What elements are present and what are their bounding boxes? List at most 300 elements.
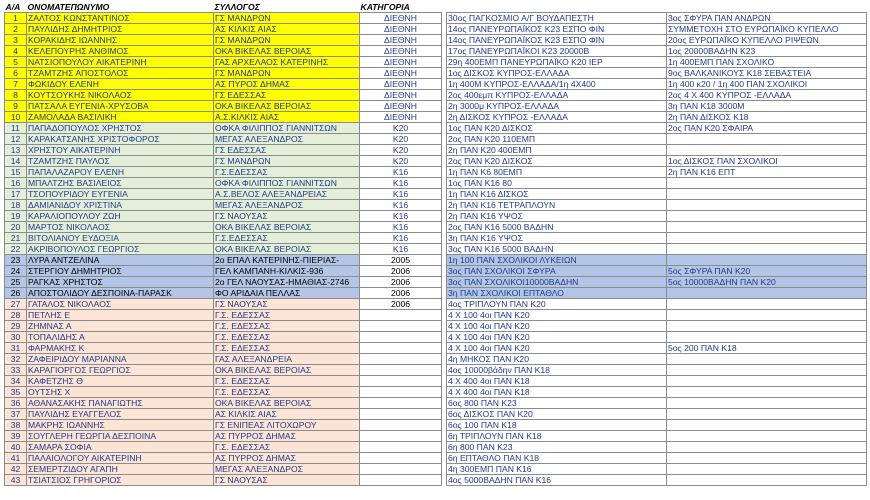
- table-row: [5, 233, 442, 244]
- club-name: Γ.Σ. ΕΔΕΣΣΑΣ: [214, 376, 360, 387]
- category-cell: [360, 398, 442, 409]
- result-2: ΣΥΜΜΕΤΟΧΗ ΣΤΟ ΕΥΡΩΠΑΪΚΟ ΚΥΠΕΛΛΟ: [667, 24, 867, 35]
- row-num: 37: [5, 409, 27, 420]
- club-name: ΓΣ ΜΑΝΔΡΩΝ: [214, 68, 360, 79]
- table-row: [5, 431, 442, 442]
- result-2: [667, 332, 867, 343]
- result-2: 1η 400ΕΜΠ ΠΑΝ ΣΧΟΛΙΚΟ: [667, 57, 867, 68]
- athlete-name: ΚΑΦΕΤΖΗΣ Θ: [27, 376, 214, 387]
- category-cell: Κ16: [360, 233, 442, 244]
- row-num: 10: [5, 112, 27, 123]
- result-row: [447, 244, 867, 255]
- category-cell: ΔΙΕΘΝΗ: [360, 79, 442, 90]
- category-cell: Κ16: [360, 222, 442, 233]
- result-row: [447, 90, 867, 101]
- result-row: [447, 178, 867, 189]
- result-2: 5ος 200 ΠΑΝ Κ18: [667, 343, 867, 354]
- row-num: 38: [5, 420, 27, 431]
- club-name: ΑΣ ΚΙΛΚΙΣ ΑΙΑΣ: [214, 409, 360, 420]
- row-num: 7: [5, 79, 27, 90]
- result-row: [447, 354, 867, 365]
- result-1: 17ος ΠΑΝΕΥΡΩΠΑΪΚΟΙ Κ23 20000Β: [447, 46, 667, 57]
- row-num: 29: [5, 321, 27, 332]
- category-cell: Κ20: [360, 145, 442, 156]
- result-row: [447, 343, 867, 354]
- table-row: [5, 453, 442, 464]
- result-1: 2η ΠΑΝ Κ20 400ΕΜΠ: [447, 145, 667, 156]
- row-num: 35: [5, 387, 27, 398]
- result-1: 1η 100 ΠΑΝ ΣΧΟΛΙΚΟΙ ΛΥΚΕΙΩΝ: [447, 255, 667, 266]
- club-name: ΜΕΓΑΣ ΑΛΕΞΑΝΔΡΟΣ: [214, 464, 360, 475]
- category-cell: [360, 453, 442, 464]
- club-name: ΓΕΛ ΚΑΜΠΑΝΗ-ΚΙΛΚΙΣ-936: [214, 266, 360, 277]
- athlete-name: ΧΡΗΣΤΟΥ ΑΙΚΑΤΕΡΙΝΗ: [27, 145, 214, 156]
- result-1: 6η ΤΡΙΠΛΟΥΝ ΠΑΝ Κ18: [447, 431, 667, 442]
- club-name: 2ο ΓΕΛ ΝΑΟΥΣΑΣ-ΗΜΑΘΙΑΣ-2746: [214, 277, 360, 288]
- result-2: 2ος 4 Χ 400 ΚΥΠΡΟΣ -ΕΛΛΑΔΑ: [667, 90, 867, 101]
- result-row: [447, 145, 867, 156]
- athlete-name: ΛΥΡΑ ΑΝΤΖΕΛΙΝΑ: [27, 255, 214, 266]
- athlete-name: ΒΙΤΟΛΙΑΝΟΥ ΕΥΔΟΞΙΑ: [27, 233, 214, 244]
- result-row: [447, 222, 867, 233]
- row-num: 17: [5, 189, 27, 200]
- result-row: [447, 277, 867, 288]
- athlete-name: ΚΟΡΑΚΙΔΗΣ ΙΩΑΝΝΗΣ: [27, 35, 214, 46]
- result-row: [447, 365, 867, 376]
- table-row: [5, 365, 442, 376]
- athlete-name: ΠΕΤΛΗΣ Ε: [27, 310, 214, 321]
- row-num: 21: [5, 233, 27, 244]
- result-1: 6ος 100 ΠΑΝ Κ18: [447, 420, 667, 431]
- result-2: [667, 475, 867, 486]
- result-1: 3ος ΠΑΝ ΣΧΟΛΙΚΟΙ ΣΦΥΡΑ: [447, 266, 667, 277]
- result-1: 1ος ΔΙΣΚΟΣ ΚΥΠΡΟΣ-ΕΛΛΑΔΑ: [447, 68, 667, 79]
- result-1: 30ος ΠΑΓΚΟΣΜΙΟ Α/Γ ΒΟΥΔΑΠΕΣΤΗ: [447, 13, 667, 24]
- table-row: [5, 222, 442, 233]
- row-num: 6: [5, 68, 27, 79]
- category-cell: [360, 354, 442, 365]
- club-name: ΟΚΑ ΒΙΚΕΛΑΣ ΒΕΡΟΙΑΣ: [214, 46, 360, 57]
- header-category: ΚΑΤΗΓΟΡΙΑ: [360, 2, 410, 13]
- result-2: [667, 376, 867, 387]
- table-row: [5, 420, 442, 431]
- result-2: [667, 299, 867, 310]
- table-row: [5, 244, 442, 255]
- table-row: [5, 57, 442, 68]
- result-row: [447, 101, 867, 112]
- athlete-name: ΠΑΤΣΑΛΑ ΕΥΓΕΝΙΑ-ΧΡΥΣΟΒΑ: [27, 101, 214, 112]
- results-header-row: [447, 2, 867, 13]
- athlete-name: ΚΟΥΤΣΟΥΚΗΣ ΝΙΚΟΛΑΟΣ: [27, 90, 214, 101]
- result-1: 4η ΜΗΚΟΣ ΠΑΝ Κ20: [447, 354, 667, 365]
- header-club: ΣΥΛΛΟΓΟΣ: [214, 2, 260, 13]
- athletes-table: [4, 2, 442, 486]
- athlete-name: ΔΑΜΙΑΝΙΔΟΥ ΧΡΙΣΤΙΝΑ: [27, 200, 214, 211]
- result-row: [447, 233, 867, 244]
- result-row: [447, 255, 867, 266]
- header-num: Α/Α: [5, 2, 21, 13]
- athlete-name: ΤΟΠΑΛΙΔΗΣ Α: [27, 332, 214, 343]
- result-1: 4 Χ 100 4οι ΠΑΝ Κ20: [447, 332, 667, 343]
- row-num: 20: [5, 222, 27, 233]
- club-name: ΜΕΓΑΣ ΑΛΕΞΑΝΔΡΟΣ: [214, 200, 360, 211]
- result-2: 9ος ΒΑΛΚΑΝΙΚΟΥΣ Κ18 ΣΕΒΑΣΤΕΙΑ: [667, 68, 867, 79]
- result-row: [447, 13, 867, 24]
- row-num: 8: [5, 90, 27, 101]
- row-num: 28: [5, 310, 27, 321]
- club-name: ΟΦΚΑ ΦΙΛΙΠΠΟΣ ΓΙΑΝΝΙΤΣΩΝ: [214, 123, 360, 134]
- result-2: [667, 442, 867, 453]
- table-row: [5, 255, 442, 266]
- athlete-name: ΣΕΜΕΡΤΖΙΔΟΥ ΑΓΑΠΗ: [27, 464, 214, 475]
- athlete-name: ΚΑΡΑΛΙΟΠΟΥΛΟΥ ΖΩΗ: [27, 211, 214, 222]
- result-2: 3η ΠΑΝ Κ18 3000Μ: [667, 101, 867, 112]
- result-2: 1ος ΔΙΣΚΟΣ ΠΑΝ ΣΧΟΛΙΚΟΙ: [667, 156, 867, 167]
- category-cell: 2005: [360, 255, 442, 266]
- result-row: [447, 321, 867, 332]
- result-2: [667, 222, 867, 233]
- athlete-name: ΜΠΑΛΤΖΗΣ ΒΑΣΙΛΕΙΟΣ: [27, 178, 214, 189]
- category-cell: [360, 431, 442, 442]
- result-1: 2ος ΠΑΝ Κ16 5000 ΒΑΔΗΝ: [447, 222, 667, 233]
- category-cell: [360, 475, 442, 486]
- result-1: 6η 800 ΠΑΝ Κ23: [447, 442, 667, 453]
- table-row: [5, 475, 442, 486]
- result-row: [447, 200, 867, 211]
- category-cell: 2006: [360, 266, 442, 277]
- category-cell: Κ20: [360, 134, 442, 145]
- header-row: [5, 2, 442, 13]
- table-row: [5, 123, 442, 134]
- club-name: ΜΕΓΑΣ ΑΛΕΞΑΝΔΡΟΣ: [214, 134, 360, 145]
- result-1: 4 Χ 400 4οι ΠΑΝ Κ18: [447, 387, 667, 398]
- category-cell: ΔΙΕΘΝΗ: [360, 90, 442, 101]
- result-2: [667, 420, 867, 431]
- result-2: 3ος ΣΦΥΡΑ ΠΑΝ ΑΝΔΡΩΝ: [667, 13, 867, 24]
- row-num: 11: [5, 123, 27, 134]
- result-2: [667, 288, 867, 299]
- category-cell: [360, 420, 442, 431]
- result-row: [447, 57, 867, 68]
- result-1: 1η ΠΑΝ Κ6 80ΕΜΠ: [447, 167, 667, 178]
- category-cell: [360, 310, 442, 321]
- club-name: ΟΚΑ ΒΙΚΕΛΑΣ ΒΕΡΟΙΑΣ: [214, 365, 360, 376]
- table-row: [5, 200, 442, 211]
- club-name: ΓΣ ΝΑΟΥΣΑΣ: [214, 475, 360, 486]
- result-2: [667, 398, 867, 409]
- row-num: 14: [5, 156, 27, 167]
- result-row: [447, 409, 867, 420]
- result-1: 2ος 400εμπ ΚΥΠΡΟΣ-ΕΛΛΑΔΑ: [447, 90, 667, 101]
- athlete-name: ΝΑΤΣΙΟΠΟΥΛΟΥ ΑΙΚΑΤΕΡΙΝΗ: [27, 57, 214, 68]
- result-1: 4ος 10000βάδην ΠΑΝ Κ18: [447, 365, 667, 376]
- row-num: 26: [5, 288, 27, 299]
- result-row: [447, 266, 867, 277]
- result-2: 1ος 20000ΒΑΔΗΝ Κ23: [667, 46, 867, 57]
- result-1: 4ος ΤΡΙΠΛΟΥΝ ΠΑΝ Κ20: [447, 299, 667, 310]
- club-name: Γ.Σ. ΕΔΕΣΣΑΣ: [214, 343, 360, 354]
- club-name: ΓΣ ΕΔΕΣΣΑΣ: [214, 145, 360, 156]
- club-name: ΟΚΑ ΒΙΚΕΛΑΣ ΒΕΡΟΙΑΣ: [214, 101, 360, 112]
- table-row: [5, 409, 442, 420]
- row-num: 12: [5, 134, 27, 145]
- result-row: [447, 387, 867, 398]
- result-2: [667, 453, 867, 464]
- row-num: 34: [5, 376, 27, 387]
- category-cell: ΔΙΕΘΝΗ: [360, 101, 442, 112]
- table-row: [5, 101, 442, 112]
- row-num: 42: [5, 464, 27, 475]
- club-name: Γ.Σ. ΕΔΕΣΣΑΣ: [214, 332, 360, 343]
- club-name: ΦΟ ΑΡΙΔΑΙΑ ΠΕΛΛΑΣ: [214, 288, 360, 299]
- result-1: 1η 400Μ ΚΥΠΡΟΣ-ΕΛΛΑΔΑ/1η 4Χ400: [447, 79, 667, 90]
- result-1: 6ος ΔΙΣΚΟΣ ΠΑΝ Κ20: [447, 409, 667, 420]
- category-cell: 2006: [360, 277, 442, 288]
- table-row: [5, 288, 442, 299]
- category-cell: [360, 376, 442, 387]
- row-num: 19: [5, 211, 27, 222]
- row-num: 33: [5, 365, 27, 376]
- athlete-name: ΠΑΠΑΛΑΖΑΡΟΥ ΕΛΕΝΗ: [27, 167, 214, 178]
- row-num: 13: [5, 145, 27, 156]
- result-2: 20ος ΕΥΡΩΠΑΪΚΟ ΚΥΠΕΛΛΟ ΡΙΨΕΩΝ: [667, 35, 867, 46]
- category-cell: ΔΙΕΘΝΗ: [360, 46, 442, 57]
- category-cell: Κ16: [360, 244, 442, 255]
- club-name: Γ.Σ. ΕΔΕΣΣΑΣ: [214, 321, 360, 332]
- category-cell: Κ16: [360, 200, 442, 211]
- category-cell: Κ16: [360, 167, 442, 178]
- club-name: ΓΣ ΜΑΝΔΡΩΝ: [214, 35, 360, 46]
- table-row: [5, 112, 442, 123]
- athlete-name: ΦΑΡΜΑΚΗΣ Κ: [27, 343, 214, 354]
- result-row: [447, 288, 867, 299]
- result-row: [447, 431, 867, 442]
- table-row: [5, 167, 442, 178]
- result-2: [667, 310, 867, 321]
- category-cell: Κ16: [360, 211, 442, 222]
- category-cell: [360, 409, 442, 420]
- result-row: [447, 376, 867, 387]
- category-cell: ΔΙΕΘΝΗ: [360, 68, 442, 79]
- category-cell: Κ20: [360, 156, 442, 167]
- athlete-name: ΑΘΑΝΑΣΑΚΗΣ ΠΑΝΑΓΙΩΤΗΣ: [27, 398, 214, 409]
- result-2: 5ος ΣΦΥΡΑ ΠΑΝ Κ20: [667, 266, 867, 277]
- result-2: [667, 387, 867, 398]
- result-2: [667, 431, 867, 442]
- athlete-name: ΓΑΤΑΛΟΣ ΝΙΚΟΛΑΟΣ: [27, 299, 214, 310]
- result-1: 4 Χ 100 4οι ΠΑΝ Κ20: [447, 321, 667, 332]
- athlete-name: ΦΩΚΙΔΟΥ ΕΛΕΝΗ: [27, 79, 214, 90]
- category-cell: [360, 321, 442, 332]
- club-name: 2ο ΕΠΑΛ ΚΑΤΕΡΙΝΗΣ-ΠΙΕΡΙΑΣ-: [214, 255, 360, 266]
- result-1: 4 Χ 100 4οι ΠΑΝ Κ20: [447, 310, 667, 321]
- result-1: 1η ΠΑΝ Κ16 ΔΙΣΚΟΣ: [447, 189, 667, 200]
- row-num: 3: [5, 35, 27, 46]
- category-cell: [360, 464, 442, 475]
- table-row: [5, 90, 442, 101]
- row-num: 24: [5, 266, 27, 277]
- athletes-body: [5, 13, 442, 486]
- club-name: ΓΣ ΜΑΝΔΡΩΝ: [214, 156, 360, 167]
- result-1: 2η ΔΙΣΚΟΣ ΚΥΠΡΟΣ -ΕΛΛΑΔΑ: [447, 112, 667, 123]
- result-1: 14ος ΠΑΝΕΥΡΩΠΑΪΚΟΣ Κ23 ΕΣΠΟ ΦΙΝ: [447, 35, 667, 46]
- club-name: Γ.Σ. ΕΔΕΣΣΑΣ: [214, 387, 360, 398]
- category-cell: [360, 332, 442, 343]
- result-2: [667, 233, 867, 244]
- row-num: 31: [5, 343, 27, 354]
- athlete-name: ΜΑΚΡΗΣ ΙΩΑΝΝΗΣ: [27, 420, 214, 431]
- athlete-name: ΣΟΥΓΛΕΡΗ ΓΕΩΡΓΙΑ ΔΕΣΠΟΙΝΑ: [27, 431, 214, 442]
- row-num: 5: [5, 57, 27, 68]
- club-name: ΑΣ ΠΥΡΟΣ ΔΗΜΑΣ: [214, 79, 360, 90]
- table-row: [5, 343, 442, 354]
- club-name: Α.Σ.ΒΕΛΟΣ ΑΛΕΞΑΝΔΡΕΙΑΣ: [214, 189, 360, 200]
- result-2: [667, 189, 867, 200]
- result-row: [447, 453, 867, 464]
- category-cell: Κ20: [360, 123, 442, 134]
- athlete-name: ΤΖΑΜΤΖΗΣ ΑΠΟΣΤΟΛΟΣ: [27, 68, 214, 79]
- result-row: [447, 79, 867, 90]
- result-2: 5ος 10000ΒΑΔΗΝ ΠΑΝ Κ20: [667, 277, 867, 288]
- club-name: ΓΣ ΝΑΟΥΣΑΣ: [214, 211, 360, 222]
- table-row: [5, 68, 442, 79]
- table-row: [5, 79, 442, 90]
- row-num: 40: [5, 442, 27, 453]
- result-row: [447, 310, 867, 321]
- athlete-name: ΚΑΡΑΓΙΟΡΓΟΣ ΓΕΩΡΓΙΟΣ: [27, 365, 214, 376]
- athlete-name: ΤΖΑΜΤΖΗΣ ΠΑΥΛΟΣ: [27, 156, 214, 167]
- table-row: [5, 156, 442, 167]
- athlete-name: ΠΑΛΑΙΟΛΟΓΟΥ ΑΙΚΑΤΕΡΙΝΗ: [27, 453, 214, 464]
- category-cell: ΔΙΕΘΝΗ: [360, 112, 442, 123]
- result-2: [667, 145, 867, 156]
- result-1: 29η 400ΕΜΠ ΠΑΝΕΥΡΩΠΑΪΚΟ Κ20 ΙΕΡ: [447, 57, 667, 68]
- result-1: 1ος ΠΑΝ Κ20 ΔΙΣΚΟΣ: [447, 123, 667, 134]
- club-name: ΟΚΑ ΒΙΚΕΛΑΣ ΒΕΡΟΙΑΣ: [214, 398, 360, 409]
- row-num: 2: [5, 24, 27, 35]
- result-2: [667, 244, 867, 255]
- result-2: [667, 354, 867, 365]
- athlete-name: ΡΑΓΚΑΣ ΧΡΗΣΤΟΣ: [27, 277, 214, 288]
- result-row: [447, 134, 867, 145]
- result-row: [447, 211, 867, 222]
- result-1: 6ος 800 ΠΑΝ Κ23: [447, 398, 667, 409]
- result-1: 3ος ΠΑΝ ΣΧΟΛΙΚΟΙ10000ΒΑΔΗΝ: [447, 277, 667, 288]
- club-name: Α.Σ.ΚΙΛΚΙΣ ΑΙΑΣ: [214, 112, 360, 123]
- category-cell: ΔΙΕΘΝΗ: [360, 24, 442, 35]
- table-row: [5, 387, 442, 398]
- athlete-name: ΖΗΜΝΑΣ Α: [27, 321, 214, 332]
- row-num: 22: [5, 244, 27, 255]
- table-row: [5, 24, 442, 35]
- table-row: [5, 321, 442, 332]
- club-name: ΓΣ ΕΔΕΣΣΑΣ: [214, 90, 360, 101]
- result-row: [447, 398, 867, 409]
- result-row: [447, 442, 867, 453]
- result-2: [667, 365, 867, 376]
- result-2: [667, 200, 867, 211]
- result-row: [447, 299, 867, 310]
- table-row: [5, 332, 442, 343]
- table-row: [5, 299, 442, 310]
- results-table: [446, 2, 867, 486]
- row-num: 1: [5, 13, 27, 24]
- result-1: 14ος ΠΑΝΕΥΡΩΠΑΪΚΟΣ Κ23 ΕΣΠΟ ΦΙΝ: [447, 24, 667, 35]
- athlete-name: ΚΕΛΕΠΟΥΡΗΣ ΑΝΘΙΜΟΣ: [27, 46, 214, 57]
- result-1: 4η 300ΕΜΠ ΠΑΝ Κ16: [447, 464, 667, 475]
- club-name: ΓΣ ΜΑΝΔΡΩΝ: [214, 13, 360, 24]
- athlete-name: ΣΤΕΡΓΙΟΥ ΔΗΜΗΤΡΙΟΣ: [27, 266, 214, 277]
- result-row: [447, 189, 867, 200]
- table-row: [5, 178, 442, 189]
- club-name: ΟΦΚΑ ΦΙΛΙΠΠΟΣ ΓΙΑΝΝΙΤΣΩΝ: [214, 178, 360, 189]
- club-name: Γ.Σ.ΕΔΕΣΣΑΣ: [214, 167, 360, 178]
- result-1: 6η ΕΠΤΑΘΛΟ ΠΑΝ Κ18: [447, 453, 667, 464]
- result-row: [447, 24, 867, 35]
- table-row: [5, 376, 442, 387]
- result-1: 4 Χ 100 4οι ΠΑΝ Κ20: [447, 343, 667, 354]
- result-1: 3ος ΠΑΝ Κ16 5000 ΒΑΔΗΝ: [447, 244, 667, 255]
- result-1: 2ος ΠΑΝ Κ20 ΔΙΣΚΟΣ: [447, 156, 667, 167]
- category-cell: Κ16: [360, 189, 442, 200]
- result-2: 2η ΠΑΝ Κ16 ΕΠΤ: [667, 167, 867, 178]
- athlete-name: ΠΑΥΛΙΔΗΣ ΕΥΑΓΓΕΛΟΣ: [27, 409, 214, 420]
- row-num: 32: [5, 354, 27, 365]
- result-1: 2η 3000μ ΚΥΠΡΟΣ-ΕΛΛΑΔΑ: [447, 101, 667, 112]
- athlete-name: ΠΑΥΛΙΔΗΣ ΔΗΜΗΤΡΙΟΣ: [27, 24, 214, 35]
- row-num: 30: [5, 332, 27, 343]
- row-num: 43: [5, 475, 27, 486]
- row-num: 36: [5, 398, 27, 409]
- table-row: [5, 310, 442, 321]
- row-num: 39: [5, 431, 27, 442]
- club-name: ΓΣ ΝΑΟΥΣΑΣ: [214, 299, 360, 310]
- result-2: 1η 400 κ20 / 1η 400 ΠΑΝ ΣΧΟΛΙΚΟΙ: [667, 79, 867, 90]
- category-cell: [360, 442, 442, 453]
- category-cell: ΔΙΕΘΝΗ: [360, 35, 442, 46]
- athlete-name: ΠΑΠΑΔΟΠΟΥΛΟΣ ΧΡΗΣΤΟΣ: [27, 123, 214, 134]
- result-2: [667, 134, 867, 145]
- category-cell: ΔΙΕΘΝΗ: [360, 57, 442, 68]
- result-1: 4 Χ 400 4οι ΠΑΝ Κ18: [447, 376, 667, 387]
- row-num: 41: [5, 453, 27, 464]
- table-row: [5, 354, 442, 365]
- row-num: 9: [5, 101, 27, 112]
- table-row: [5, 442, 442, 453]
- row-num: 27: [5, 299, 27, 310]
- table-row: [5, 13, 442, 24]
- result-row: [447, 332, 867, 343]
- category-cell: 2006: [360, 288, 442, 299]
- table-row: [5, 211, 442, 222]
- result-row: [447, 123, 867, 134]
- category-cell: ΔΙΕΘΝΗ: [360, 13, 442, 24]
- athlete-name: ΤΣΙΑΤΣΙΟΣ ΓΡΗΓΟΡΙΟΣ: [27, 475, 214, 486]
- result-row: [447, 420, 867, 431]
- table-row: [5, 277, 442, 288]
- athlete-name: ΤΣΟΠΟΥΡΙΔΟΥ ΕΥΓΕΝΙΑ: [27, 189, 214, 200]
- table-row: [5, 398, 442, 409]
- club-name: ΓΣ ΕΝΙΠΕΑΣ ΛΙΤΟΧΩΡΟΥ: [214, 420, 360, 431]
- athlete-name: ΖΑΛΤΟΣ ΚΩΝΣΤΑΝΤΙΝΟΣ: [27, 13, 214, 24]
- result-1: 3η ΠΑΝ Κ16 ΥΨΟΣ: [447, 233, 667, 244]
- result-1: 3η ΠΑΝ ΣΧΟΛΙΚΟΙ ΕΠΤΑΘΛΟ: [447, 288, 667, 299]
- result-2: [667, 321, 867, 332]
- table-row: [5, 46, 442, 57]
- row-num: 18: [5, 200, 27, 211]
- results-body: [447, 13, 867, 486]
- result-row: [447, 167, 867, 178]
